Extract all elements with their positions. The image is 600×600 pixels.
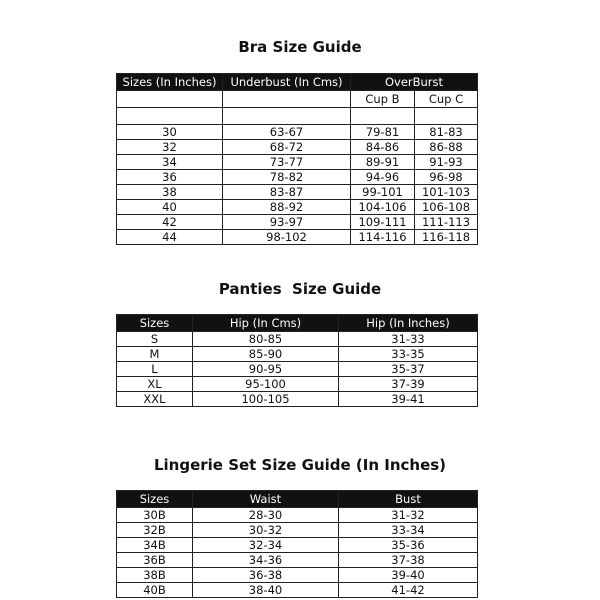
- bra-subheader-row: [117, 91, 478, 108]
- table-row: 42 93-97 109-111 111-113: [117, 215, 478, 230]
- bra-size-guide-title: Bra Size Guide: [238, 38, 362, 56]
- table-row: 32 68-72 84-86 86-88: [117, 140, 478, 155]
- bra-subheader-cup-c: Cup C: [415, 91, 478, 108]
- table-row: 34 73-77 89-91 91-93: [117, 155, 478, 170]
- table-row: 44 98-102 114-116 116-118: [117, 230, 478, 245]
- lingerie-size-table: [116, 490, 478, 598]
- lingerie-header-waist: Waist: [193, 491, 339, 508]
- lingerie-header-sizes: Sizes: [117, 491, 193, 508]
- bra-size-table: [116, 73, 478, 245]
- table-row: L 90-95 35-37: [117, 362, 478, 377]
- bra-header-underbust: Underbust (In Cms): [223, 74, 351, 91]
- panties-header-hip-cms: Hip (In Cms): [193, 315, 339, 332]
- panties-header-sizes: Sizes: [117, 315, 193, 332]
- bra-subheader-cup-b: Cup B: [351, 91, 415, 108]
- panties-size-table: [116, 314, 478, 407]
- bra-header-overburst: OverBurst: [351, 74, 478, 91]
- table-row: 36B 34-36 37-38: [117, 553, 478, 568]
- panties-header-row: [117, 315, 478, 332]
- panties-size-guide-title: Panties Size Guide: [218, 280, 382, 298]
- table-row: 40 88-92 104-106 106-108: [117, 200, 478, 215]
- bra-spacer-row: [117, 108, 478, 125]
- lingerie-header-row: [117, 491, 478, 508]
- table-row: 32B 30-32 33-34: [117, 523, 478, 538]
- table-row: XL 95-100 37-39: [117, 377, 478, 392]
- panties-header-hip-inches: Hip (In Inches): [339, 315, 478, 332]
- table-row: M 85-90 33-35: [117, 347, 478, 362]
- table-row: 38B 36-38 39-40: [117, 568, 478, 583]
- bra-header-row: [117, 74, 478, 91]
- table-row: S 80-85 31-33: [117, 332, 478, 347]
- table-row: 30B 28-30 31-32: [117, 508, 478, 523]
- lingerie-size-guide-title: Lingerie Set Size Guide (In Inches): [153, 456, 447, 474]
- table-row: 38 83-87 99-101 101-103: [117, 185, 478, 200]
- lingerie-header-bust: Bust: [339, 491, 478, 508]
- table-row: XXL 100-105 39-41: [117, 392, 478, 407]
- bra-subheader-blank: [117, 91, 223, 108]
- table-row: 34B 32-34 35-36: [117, 538, 478, 553]
- bra-subheader-blank: [223, 91, 351, 108]
- bra-header-sizes: Sizes (In Inches): [117, 74, 223, 91]
- table-row: 36 78-82 94-96 96-98: [117, 170, 478, 185]
- table-row: 40B 38-40 41-42: [117, 583, 478, 598]
- table-row: 30 63-67 79-81 81-83: [117, 125, 478, 140]
